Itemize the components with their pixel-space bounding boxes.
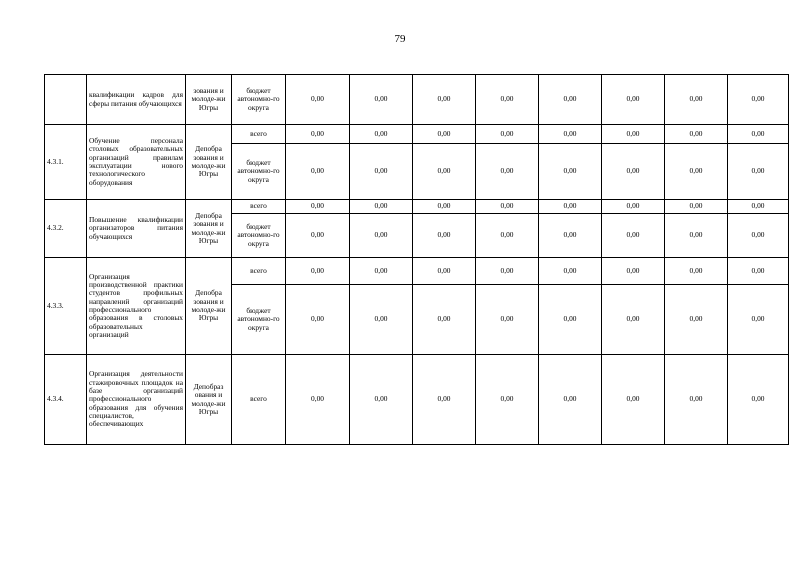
amount-cell: 0,00 [665,144,728,200]
amount-cell: 0,00 [286,200,350,214]
amount-cell: 0,00 [350,125,413,144]
activity-name-cell: Организация производственной практики студентов профильных направлений организаций профессионального образования в столовых образовательных организаций [87,258,186,355]
amount-cell: 0,00 [602,200,665,214]
row-number-cell: 4.3.3. [45,258,87,355]
executor-cell: Депобра зования и молоде-жи Югры [186,200,232,258]
amount-cell: 0,00 [286,214,350,258]
funding-source-cell: бюджет автономно-го округа [232,285,286,355]
amount-cell: 0,00 [476,214,539,258]
amount-cell: 0,00 [286,144,350,200]
amount-cell: 0,00 [413,214,476,258]
amount-cell: 0,00 [476,355,539,445]
table-row [45,200,789,214]
funding-source-cell: всего [232,200,286,214]
budget-table [44,74,789,445]
amount-cell: 0,00 [539,200,602,214]
amount-cell: 0,00 [350,214,413,258]
amount-cell: 0,00 [665,125,728,144]
activity-name-cell: квалификации кадров для сферы питания обучающихся [87,75,186,125]
amount-cell: 0,00 [602,285,665,355]
funding-source-cell: всего [232,355,286,445]
funding-source-cell: всего [232,258,286,285]
amount-cell: 0,00 [476,200,539,214]
amount-cell: 0,00 [665,75,728,125]
amount-cell: 0,00 [665,285,728,355]
amount-cell: 0,00 [350,200,413,214]
amount-cell: 0,00 [539,144,602,200]
funding-source-cell: бюджет автономно-го округа [232,75,286,125]
amount-cell: 0,00 [286,355,350,445]
row-number-cell [45,75,87,125]
amount-cell: 0,00 [350,258,413,285]
activity-name-cell: Повышение квалификации организаторов питания обучающихся [87,200,186,258]
amount-cell: 0,00 [602,355,665,445]
amount-cell: 0,00 [602,144,665,200]
amount-cell: 0,00 [539,258,602,285]
amount-cell: 0,00 [286,125,350,144]
activity-name-cell: Обучение персонала столовых образовательных организаций правилам эксплуатации нового технологического оборудования [87,125,186,200]
amount-cell: 0,00 [539,214,602,258]
amount-cell: 0,00 [350,355,413,445]
executor-cell: Депобраз ования и молоде-жи Югры [186,355,232,445]
amount-cell: 0,00 [665,214,728,258]
amount-cell: 0,00 [286,258,350,285]
amount-cell: 0,00 [476,144,539,200]
amount-cell: 0,00 [728,144,789,200]
table-row [45,125,789,144]
amount-cell: 0,00 [476,75,539,125]
page-number: 79 [394,33,406,45]
funding-source-cell: бюджет автономно-го округа [232,144,286,200]
amount-cell: 0,00 [350,285,413,355]
amount-cell: 0,00 [728,200,789,214]
amount-cell: 0,00 [728,75,789,125]
funding-source-cell: бюджет автономно-го округа [232,214,286,258]
table-row [45,258,789,285]
amount-cell: 0,00 [728,355,789,445]
row-number-cell: 4.3.2. [45,200,87,258]
amount-cell: 0,00 [602,125,665,144]
amount-cell: 0,00 [350,75,413,125]
amount-cell: 0,00 [728,258,789,285]
amount-cell: 0,00 [728,214,789,258]
amount-cell: 0,00 [413,75,476,125]
amount-cell: 0,00 [539,125,602,144]
amount-cell: 0,00 [728,125,789,144]
amount-cell: 0,00 [476,285,539,355]
amount-cell: 0,00 [286,285,350,355]
amount-cell: 0,00 [413,285,476,355]
amount-cell: 0,00 [413,258,476,285]
amount-cell: 0,00 [665,355,728,445]
amount-cell: 0,00 [286,75,350,125]
amount-cell: 0,00 [665,258,728,285]
amount-cell: 0,00 [413,200,476,214]
executor-cell: зования и молоде-жи Югры [186,75,232,125]
amount-cell: 0,00 [665,200,728,214]
amount-cell: 0,00 [602,75,665,125]
amount-cell: 0,00 [539,285,602,355]
table-body [45,75,789,445]
amount-cell: 0,00 [539,75,602,125]
amount-cell: 0,00 [476,258,539,285]
amount-cell: 0,00 [413,355,476,445]
executor-cell: Депобра зования и молоде-жи Югры [186,125,232,200]
table-row [45,75,789,125]
amount-cell: 0,00 [413,144,476,200]
executor-cell: Депобра зования и молоде-жи Югры [186,258,232,355]
amount-cell: 0,00 [350,144,413,200]
amount-cell: 0,00 [476,125,539,144]
activity-name-cell: Организация деятельности стажировочных площадок на базе организаций профессионального образования для обучения специалистов, обеспечивающих [87,355,186,445]
funding-source-cell: всего [232,125,286,144]
amount-cell: 0,00 [602,214,665,258]
table-row [45,355,789,445]
amount-cell: 0,00 [413,125,476,144]
row-number-cell: 4.3.4. [45,355,87,445]
amount-cell: 0,00 [602,258,665,285]
row-number-cell: 4.3.1. [45,125,87,200]
amount-cell: 0,00 [728,285,789,355]
amount-cell: 0,00 [539,355,602,445]
